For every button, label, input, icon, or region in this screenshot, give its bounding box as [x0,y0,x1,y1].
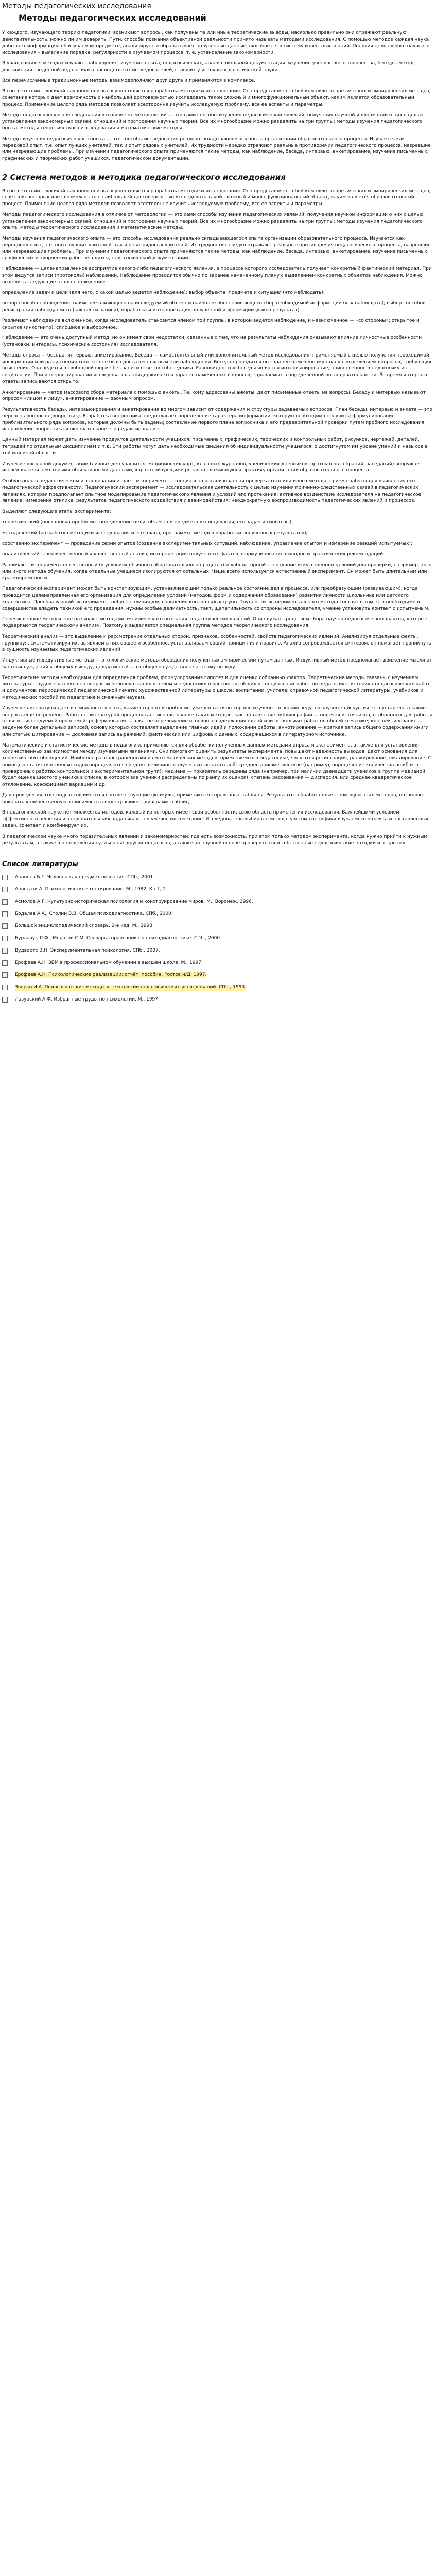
checkbox-icon [2,985,8,990]
checkbox-icon [2,887,8,892]
paragraph: Ценный материал может дать изучение продуктов деятельности учащихся: письменных, графических, творческих и контрольных работ, рисунков, чертежей, деталей, тетрадей по отдельным дисциплинам и т.д. Эти работы могут дать необходимые сведения об индивидуальности учащегося, о достигнутом им уровне умений и навыков в той или иной области. [2,437,427,456]
checkbox-icon [2,875,8,880]
intro-section [0,30,436,162]
checkbox-icon [2,936,8,941]
checkbox-icon [2,972,8,978]
bibliography-text: Бурлачук Л.Ф., Морозов С.М. Словарь-справочник по психодиагностике. СПб., 2000. [15,936,221,941]
paragraph: В педагогической науке нет множества методов, каждый из которых имеет свои особенности, свою область применения исследования. Важнейшими условием эффективного решения исследовательских задач является умелое их сочетание. Исследователь выбирает метод с учетом специфики изучаемого объекта и поставленных задач, сочетает и комбинирует их. [2,810,429,828]
checkbox-icon [2,948,8,954]
bibliography-text: Зверко И.А. Педагогические методы и технологии педагогических исследований. СПб., 1993. [15,984,247,990]
paragraph: Теоретический анализ — это выделение и рассмотрение отдельных сторон, признаков, особенностей, свойств педагогических явлений. Анализируя отдельные факты, группируя, систематизируя их, выявляем в них общее и особенное, устанавливаем общий принцип или правило. Анализ сопровождается синтезом, он помогает проникнуть в сущность изучаемых педагогических явлений. [2,634,431,653]
checkbox-icon [2,923,8,929]
section-heading: 2 Система методов и методика педагогического исследования [2,173,286,182]
bibliography-text: Ананьев Б.Г. Человек как предмет познания. СПб., 2001. [15,874,155,880]
paragraph: В соответствии с логикой научного поиска осуществляется разработка методики исследования. Она представляет собой комплекс теоретических и эмпирических методов, сочетание которых дает возможность с наибольшей достоверностью исследовать такой сложный и многофункциональный объект, каким является образовательный процесс. Применение целого ряда методов позволяет всесторонне изучить исследуемую проблему, все ее аспекты и параметры. [2,188,431,207]
page-title: Методы педагогических исследования [2,2,151,10]
paragraph: Наблюдение — целенаправленное восприятие какого-либо педагогического явления, в процессе которого исследователь получает конкретный фактический материал. При этом ведутся записи (протоколы) наблюдений. Наблюдение проводится обычно по заранее намеченному плану с выделением конкретных объектов наблюдения. Можно выделить следующие этапы наблюдения: [2,266,432,285]
paragraph: Различают эксперимент естественный (в условиях обычного образовательного процесса) и лабораторный — создание искусственных условий для проверки, например, того или иного метода обучения, когда отдельные учащиеся изолируются от остальных. Чаще всего используется естественный эксперимент. Он может быть длительным или кратковременным. [2,562,432,581]
paragraph: Изучение школьной документации (личных дел учащихся, медицинских карт, классных журналов, ученических дневников, протоколов собраний, заседаний) вооружает исследователя некоторыми объективными данными, характеризующими реально сложившуюся практику организации образовательного процесса. [2,461,422,473]
paragraph: Методы изучения педагогического опыта — это способы исследования реально складывающегося опыта организации образовательного процесса. Изучается как передовой опыт, т.е. опыт лучших учителей, так и опыт рядовых учителей. Их трудности нередко отражают реальные противоречия педагогического процесса, назревшие или назревающие проблемы. При изучении педагогического опыта применяются такие методы, как наблюдение, беседа, интервью, анкетирование, изучение письменных, графических и творческих работ учащихся, педагогической документации. [2,136,431,162]
bibliography-text: Асмолов А.Г. Культурно-историческая психология и конструирование миров. М.; Воронеж, 1996. [15,899,253,905]
document-heading: Методы педагогических исследований [19,13,206,23]
paragraph: собственно эксперимент — проведение серии опытов (создание экспериментальных ситуаций, наблюдение, управление опытом и измерение реакций испытуемых); [2,541,412,547]
paragraph: Методы изучения педагогического опыта — это способы исследования реально складывающегося опыта организации образовательного процесса. Изучается как передовой опыт, т.е. опыт лучших учителей, так и опыт рядовых учителей. Их трудности нередко отражают реальные противоречия педагогического процесса, назревшие или назревающие проблемы. При изучении педагогического опыта применяются такие методы, как наблюдение, беседа, интервью, анкетирование, изучение письменных, графических и творческих работ учащихся, педагогической документации. [2,236,431,261]
bibliography-text: Вудвортс В.Н. Экспериментальная психология. СПб., 2007. [15,947,160,953]
bibliography-item [2,985,436,991]
bibliography-item [2,960,436,967]
paragraph: В учащающихся методах изучают наблюдение, изучение опыта, педагогических, анализ школьной документации, изучение ученического творчества, беседы, метод достижения сведенной педагогики в наследстве от исследователей, ставших у истоков педагогической науки. [2,61,414,73]
section-body [0,188,436,847]
bibliography-text: Анастази А. Психологическое тестирование. М., 1982, Кн.1, 2. [15,887,168,892]
paragraph: Особую роль в педагогическом исследовании играет эксперимент — специально организованная проверка того или иного метода, приема работы для выявления его педагогической эффективности. Педагогический эксперимент — исследовательская деятельность с целью изучения причинно-следственных связей в педагогических явлениях, которая предполагает опытное моделирование педагогического явления и условий его протекания; активное воздействие исследователя на педагогическое явление; измерение отклика, результатов педагогического воздействия и взаимодействия; неоднократную воспроизводимость педагогических явлений и процессов. [2,479,422,504]
paragraph: Анкетирование — метод массового сбора материала с помощью анкеты. Те, кому адресованы анкеты, дают письменные ответы на вопросы. Беседу и интервью называют опросом «лицом к лицу», анкетирование — заочным опросом. [2,389,426,402]
bibliography-item [2,875,436,881]
checkbox-icon [2,997,8,1003]
bibliography-item [2,948,436,954]
paragraph: Методы педагогического исследования в отличие от методологии — это сами способы изучения педагогических явлений, получения научной информации о них с целью установления закономерных связей, отношений и построения научных теорий. Все их многообразие можно разделить на три группы: методы изучения педагогического опыта, методы теоретического исследования и математические методы. [2,212,424,231]
checkbox-icon [2,911,8,917]
paragraph: Перечисленные методы еще называют методами эмпирического познания педагогических явлений. Они служат средством сбора научно-педагогических фактов, которые подвергаются теоретическому анализу. Поэтому и выделяется специальная группа методов теоретического исследования. [2,617,428,629]
paragraph: В педагогической науке много поразительных явлений и закономерностей, где есть возможность, при этом только методом эксперимента, когда нужно прийти к нужным результатам, а также в определении сути и опыт других педагогов, а также на научной основе проверить свои собственные педагогические находки и открытия. [2,834,428,846]
paragraph: Все перечисленные традиционные методы взаимодополняют друг друга и применяются в комплексе. [2,78,255,83]
paragraph: аналитический — количественный и качественный анализ, интерпретация полученных фактов, формулирование выводов и практических рекомендаций. [2,552,385,557]
bibliography-text: Бодалев А.А., Столин В.В. Общая психодиагностика. СПб., 2000. [15,911,173,917]
paragraph: Теоретические методы необходимы для определения проблем, формулирования гипотез и для оценки собранных фактов. Теоретические методы связаны с изучением литературы: трудов классиков по вопросам человекознания в целом и педагогики в частности; общих и специальных работ по педагогике; историко-педагогических работ и документов; периодической педагогической печати; художественной литературы о школе, воспитании, учителе; справочной педагогической литературы, учебников и методических пособий по педагогике и смежным наукам. [2,675,430,700]
bibliography-item [2,899,436,905]
checkbox-icon [2,960,8,966]
bibliography-item [2,997,436,1003]
bibliography-text: Лазурский А.Ф. Избранные труды по психологии. М., 1997. [15,996,160,1002]
bibliography-item [2,923,436,929]
paragraph: методический (разработка методики исследования и его плана, программы, методов обработки полученных результатов); [2,530,308,536]
bibliography-item [2,887,436,893]
bibliography-item [2,972,436,978]
bibliography-item [2,911,436,918]
paragraph: Результативность беседы, интервьюирования и анкетирования во многом зависит от содержания и структуры задаваемых вопросов. План беседы, интервью и анкета — это перечень вопросов (вопросник). Разработка вопросника предполагает определение характера информации, которую необходимо получить; формулирование приблизительного ряда вопросов, которые должны быть заданы; составление первого плана вопросника и его предварительной проверки путем пробного исследования; исправление вопросника и окончательное его редактирование. [2,407,432,432]
paragraph: теоретический (постановка проблемы, определение цели, объекта и предмета исследования, его задач и гипотезы); [2,519,293,525]
paragraph: Индуктивные и дедуктивные методы — это логические методы обобщения полученных эмпирическим путем данных. Индуктивный метод предполагает движение мысли от частных суждений к общему выводу, дедуктивный — от общего суждения к частному выводу. [2,658,432,670]
paragraph: У каждого, изучающего теорию педагогики, возникают вопросы, как получены те или иные теоретические выводы, насколько правильно они отражают реальную действительность, можно ли им доверять. Пути, способы познания объективной реальности принято называть методами исследования. С помощью методов каждая наука добывает информацию об изучаемом предмете, анализирует и обрабатывает полученные данные, включается в систему известных знаний. Понятия цель любого научного исследования – выявление порядка, регулярности в изучаемом процессе, т. е. установление закономерности. [2,30,430,56]
paragraph: Методы педагогического исследования в отличие от методологии — это сами способы изучения педагогических явлений, получения научной информации о них с целью установления закономерных связей, отношений и построения научных теорий. Все их многообразие можно разделить на три группы: методы изучения педагогического опыта, методы теоретического исследования и математические методы. [2,112,424,131]
bibliography-text: Ерофеев А.К. ЗВМ в профессиональном обучении в высшей школе. М., 1997. [15,960,203,965]
paragraph: Наблюдение — это очень доступный метод, но он имеет свои недостатки, связанные с тем, что на результаты наблюдения оказывают влияние личностные особенности (установки, интересы, психические состояния) исследователя. [2,335,422,348]
paragraph: Изучение литературы дает возможность узнать, какие стороны и проблемы уже достаточно хорошо изучены, по каким ведутся научные дискуссии, что устарело, а какие вопросы еще не решены. Работа с литературой предполагает использование таких методов, как составление библиографии — перечня источников, отобранных для работы в связи с исследуемой проблемой; реферирование — сжатое переложение основного содержания одной или нескольких работ по общей тематике; конспектирование — ведение более детальных записей, основу которых составляет выделение главных идей и положений работы; аннотирование — краткая запись общего содержания книги или статьи; цитирование — дословная запись выражений, фактических или цифровых данных, содержащихся в литературном источнике. [2,705,432,737]
bibliography-text: Ерофеев А.К. Психологические реализации: отчёт, пособие. Ростов н/Д, 1997. [15,972,207,978]
paragraph: Различают наблюдение включенное, когда исследователь становится членом той группы, в которой ведется наблюдение, и невключенное — «со стороны»; открытое и скрытое (инкогнито); сплошное и выборочное. [2,318,420,330]
paragraph: Педагогический эксперимент может быть констатирующим, устанавливающим только реальное состояние дел в процессе, или преобразующим (развивающим), когда проводится целенаправленная его организация для определения условий (методов, форм и содержания образования) развития личности школьника или детского коллектива. Преобразующий эксперимент требует наличия для сравнения контрольных групп. Трудности экспериментального метода состоят в том, что необходимо в совершенстве владеть техникой его проведения, нужны особые деликатность, такт, щепетильность со стороны исследователя, умение установить контакт с испытуемым. [2,586,430,612]
paragraph: Математические и статистические методы в педагогике применяются для обработки полученных данных методами опроса и эксперимента, а также для установления количественных зависимостей между изучаемыми явлениями. Они помогают оценить результаты эксперимента, повышают надежность выводов, дают основания для теоретических обобщений. Наиболее распространенными из математических методов, применяемых в педагогике, являются регистрация, ранжирование, шкалирование. С помощью статистических методов определяются средние величины полученных показателей: среднее арифметическое (например, определение количества ошибок в проверочных работах контрольной и экспериментальной групп); медиана — показатель середины ряда (например, при наличии двенадцати учеников в группе медианой будет оценка шестого ученика в списке, в котором все ученики распределены по рангу их оценок); степень рассеивания — дисперсия, или среднее квадратическое отклонение, коэффициент вариации и др. [2,742,431,788]
bibliography-list [0,875,436,1003]
bibliography-heading: Список литературы [2,860,78,869]
paragraph: Методы опроса — беседа, интервью, анкетирование. Беседа — самостоятельный или дополнительный метод исследования, применяемый с целью получения необходимой информации или разъяснения того, что не было достаточно ясным при наблюдении. Беседа проводится по заранее намеченному плану с выделением вопросов, требующих выяснения. Она ведется в свободной форме без записи ответов собеседника. Разновидностью беседы является интервьюирование, привнесенное в педагогику из социологии. При интервьюировании исследователь придерживается заранее намеченных вопросов, задаваемых в определенной последовательности. Во время интервью ответы записываются открыто. [2,352,432,384]
paragraph: В соответствии с логикой научного поиска осуществляется разработка методики исследования. Она представляет собой комплекс теоретических и эмпирических методов, сочетание которых дает возможность с наибольшей достоверностью исследовать такой сложный и многофункциональный объект, каким является образовательный процесс. Применение целого ряда методов позволяет всесторонне изучить исследуемую проблему, все ее аспекты и параметры. [2,89,431,107]
checkbox-icon [2,899,8,905]
bibliography-text: Большой энциклопедический словарь. 2-е изд. М., 1998. [15,923,154,929]
paragraph: определение задач и цели (для чего, с какой целью ведется наблюдение); выбор объекта, предмета и ситуации (что наблюдать); [2,290,325,296]
bibliography-item [2,936,436,942]
paragraph: Выделяют следующие этапы эксперимента: [2,509,111,515]
paragraph: Для проведения этих подсчетов имеются соответствующие формулы, применяются справочные таблицы. Результаты, обработанные с помощью этих методов, позволяют показать количественную зависимость в виде графиков, диаграмм, таблиц. [2,792,426,805]
paragraph: выбор способа наблюдения, наименее влияющего на исследуемый объект и наиболее обеспечивающего сбор необходимой информации (как наблюдать); выбор способов регистрации наблюдаемого (как вести записи); обработка и интерпретация полученной информации (каков результат). [2,301,426,313]
